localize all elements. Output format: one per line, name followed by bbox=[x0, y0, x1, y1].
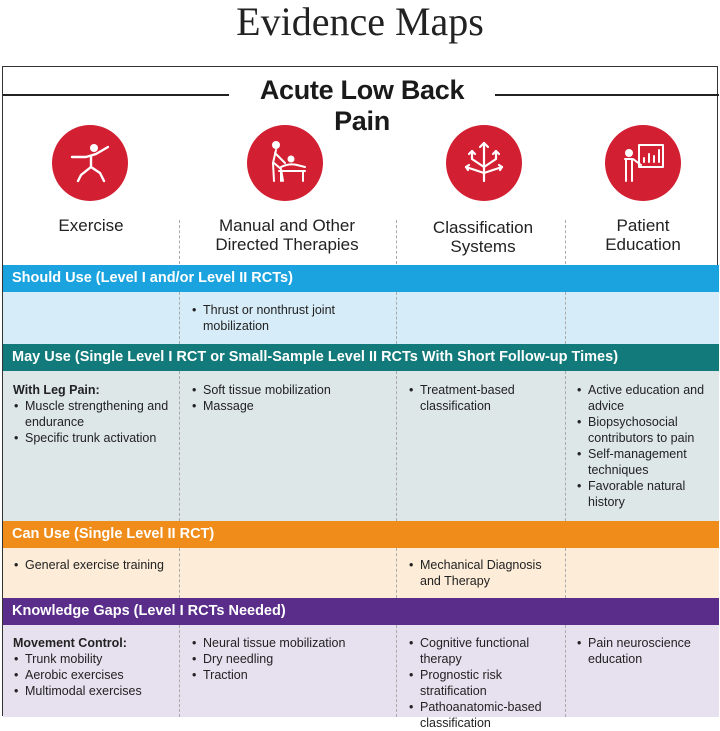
column-divider bbox=[179, 220, 180, 264]
cell-can-classification bbox=[408, 557, 558, 589]
list-item: • Active education and advice bbox=[576, 382, 716, 414]
column-header-patient-education: Patient Education bbox=[605, 216, 681, 254]
section-knowledge-gaps bbox=[3, 625, 719, 730]
list-item: • Aerobic exercises bbox=[13, 667, 173, 683]
list-item: • Massage bbox=[191, 398, 386, 414]
column-divider bbox=[565, 625, 566, 717]
band-knowledge-gaps: Knowledge Gaps (Level I RCTs Needed) bbox=[3, 598, 719, 625]
cell-should-manual bbox=[191, 302, 381, 334]
list-item: • Traction bbox=[191, 667, 386, 683]
list-item: • General exercise training bbox=[13, 557, 173, 573]
list-item: • Thrust or nonthrust joint mobilization bbox=[191, 302, 381, 334]
title-rule-left bbox=[3, 94, 229, 96]
main-title: Acute Low Back Pain bbox=[259, 75, 465, 136]
classification-arrows-icon bbox=[446, 125, 522, 201]
cell-may-classification bbox=[408, 382, 548, 414]
list-item: • Mechanical Diagnosis and Therapy bbox=[408, 557, 558, 589]
cell-may-manual bbox=[191, 382, 386, 414]
list-item: • Prognostic risk stratification bbox=[408, 667, 558, 699]
column-header-manual-therapies: Manual and Other Directed Therapies bbox=[215, 216, 359, 254]
column-divider bbox=[565, 220, 566, 264]
list-item: • Treatment-based classification bbox=[408, 382, 548, 414]
page-heading: Evidence Maps bbox=[236, 0, 484, 44]
column-divider bbox=[396, 220, 397, 264]
manual-therapy-icon bbox=[247, 125, 323, 201]
list-item: • Dry needling bbox=[191, 651, 386, 667]
column-divider bbox=[565, 371, 566, 521]
list-item: • Biopsychosocial contributors to pain bbox=[576, 414, 716, 446]
patient-education-icon bbox=[605, 125, 681, 201]
column-header-classification: Classification Systems bbox=[432, 218, 534, 256]
list-item: • Trunk mobility bbox=[13, 651, 173, 667]
column-divider bbox=[179, 371, 180, 521]
column-divider bbox=[565, 292, 566, 344]
title-rule-right bbox=[495, 94, 719, 96]
list-item: • Cognitive functional therapy bbox=[408, 635, 558, 667]
column-divider bbox=[179, 625, 180, 717]
list-item: • Self-management techniques bbox=[576, 446, 716, 478]
column-divider bbox=[179, 292, 180, 344]
cell-gaps-manual bbox=[191, 635, 386, 683]
column-divider bbox=[565, 548, 566, 598]
section-may-use bbox=[3, 371, 719, 521]
band-can-use: Can Use (Single Level II RCT) bbox=[3, 521, 719, 548]
exercise-icon bbox=[52, 125, 128, 201]
section-can-use bbox=[3, 548, 719, 598]
column-divider bbox=[396, 625, 397, 717]
column-divider bbox=[396, 548, 397, 598]
section-should-use bbox=[3, 292, 719, 344]
evidence-map-frame bbox=[2, 66, 718, 730]
list-item: • Specific trunk activation bbox=[13, 430, 173, 446]
band-should-use: Should Use (Level I and/or Level II RCTs) bbox=[3, 265, 719, 292]
cell-can-exercise bbox=[13, 557, 173, 573]
column-header-exercise: Exercise bbox=[58, 216, 124, 235]
cell-may-education bbox=[576, 382, 716, 510]
cell-gaps-exercise bbox=[13, 635, 173, 699]
column-divider bbox=[396, 292, 397, 344]
list-item: • Multimodal exercises bbox=[13, 683, 173, 699]
cell-gaps-classification bbox=[408, 635, 558, 731]
list-item: • Favorable natural history bbox=[576, 478, 716, 510]
list-item: • Pathoanatomic-based classification bbox=[408, 699, 558, 731]
list-item: • Neural tissue mobilization bbox=[191, 635, 386, 651]
column-divider bbox=[179, 548, 180, 598]
cell-subheading: Movement Control: bbox=[13, 636, 127, 650]
list-item: • Muscle strengthening and endurance bbox=[13, 398, 173, 430]
list-item: • Soft tissue mobilization bbox=[191, 382, 386, 398]
cell-gaps-education bbox=[576, 635, 716, 667]
cell-subheading: With Leg Pain: bbox=[13, 383, 100, 397]
title-row bbox=[3, 73, 719, 136]
cell-may-exercise bbox=[13, 382, 173, 446]
list-item: • Pain neuroscience education bbox=[576, 635, 716, 667]
band-may-use: May Use (Single Level I RCT or Small-Sample Level II RCTs With Short Follow-up Times) bbox=[3, 344, 719, 371]
column-divider bbox=[396, 371, 397, 521]
